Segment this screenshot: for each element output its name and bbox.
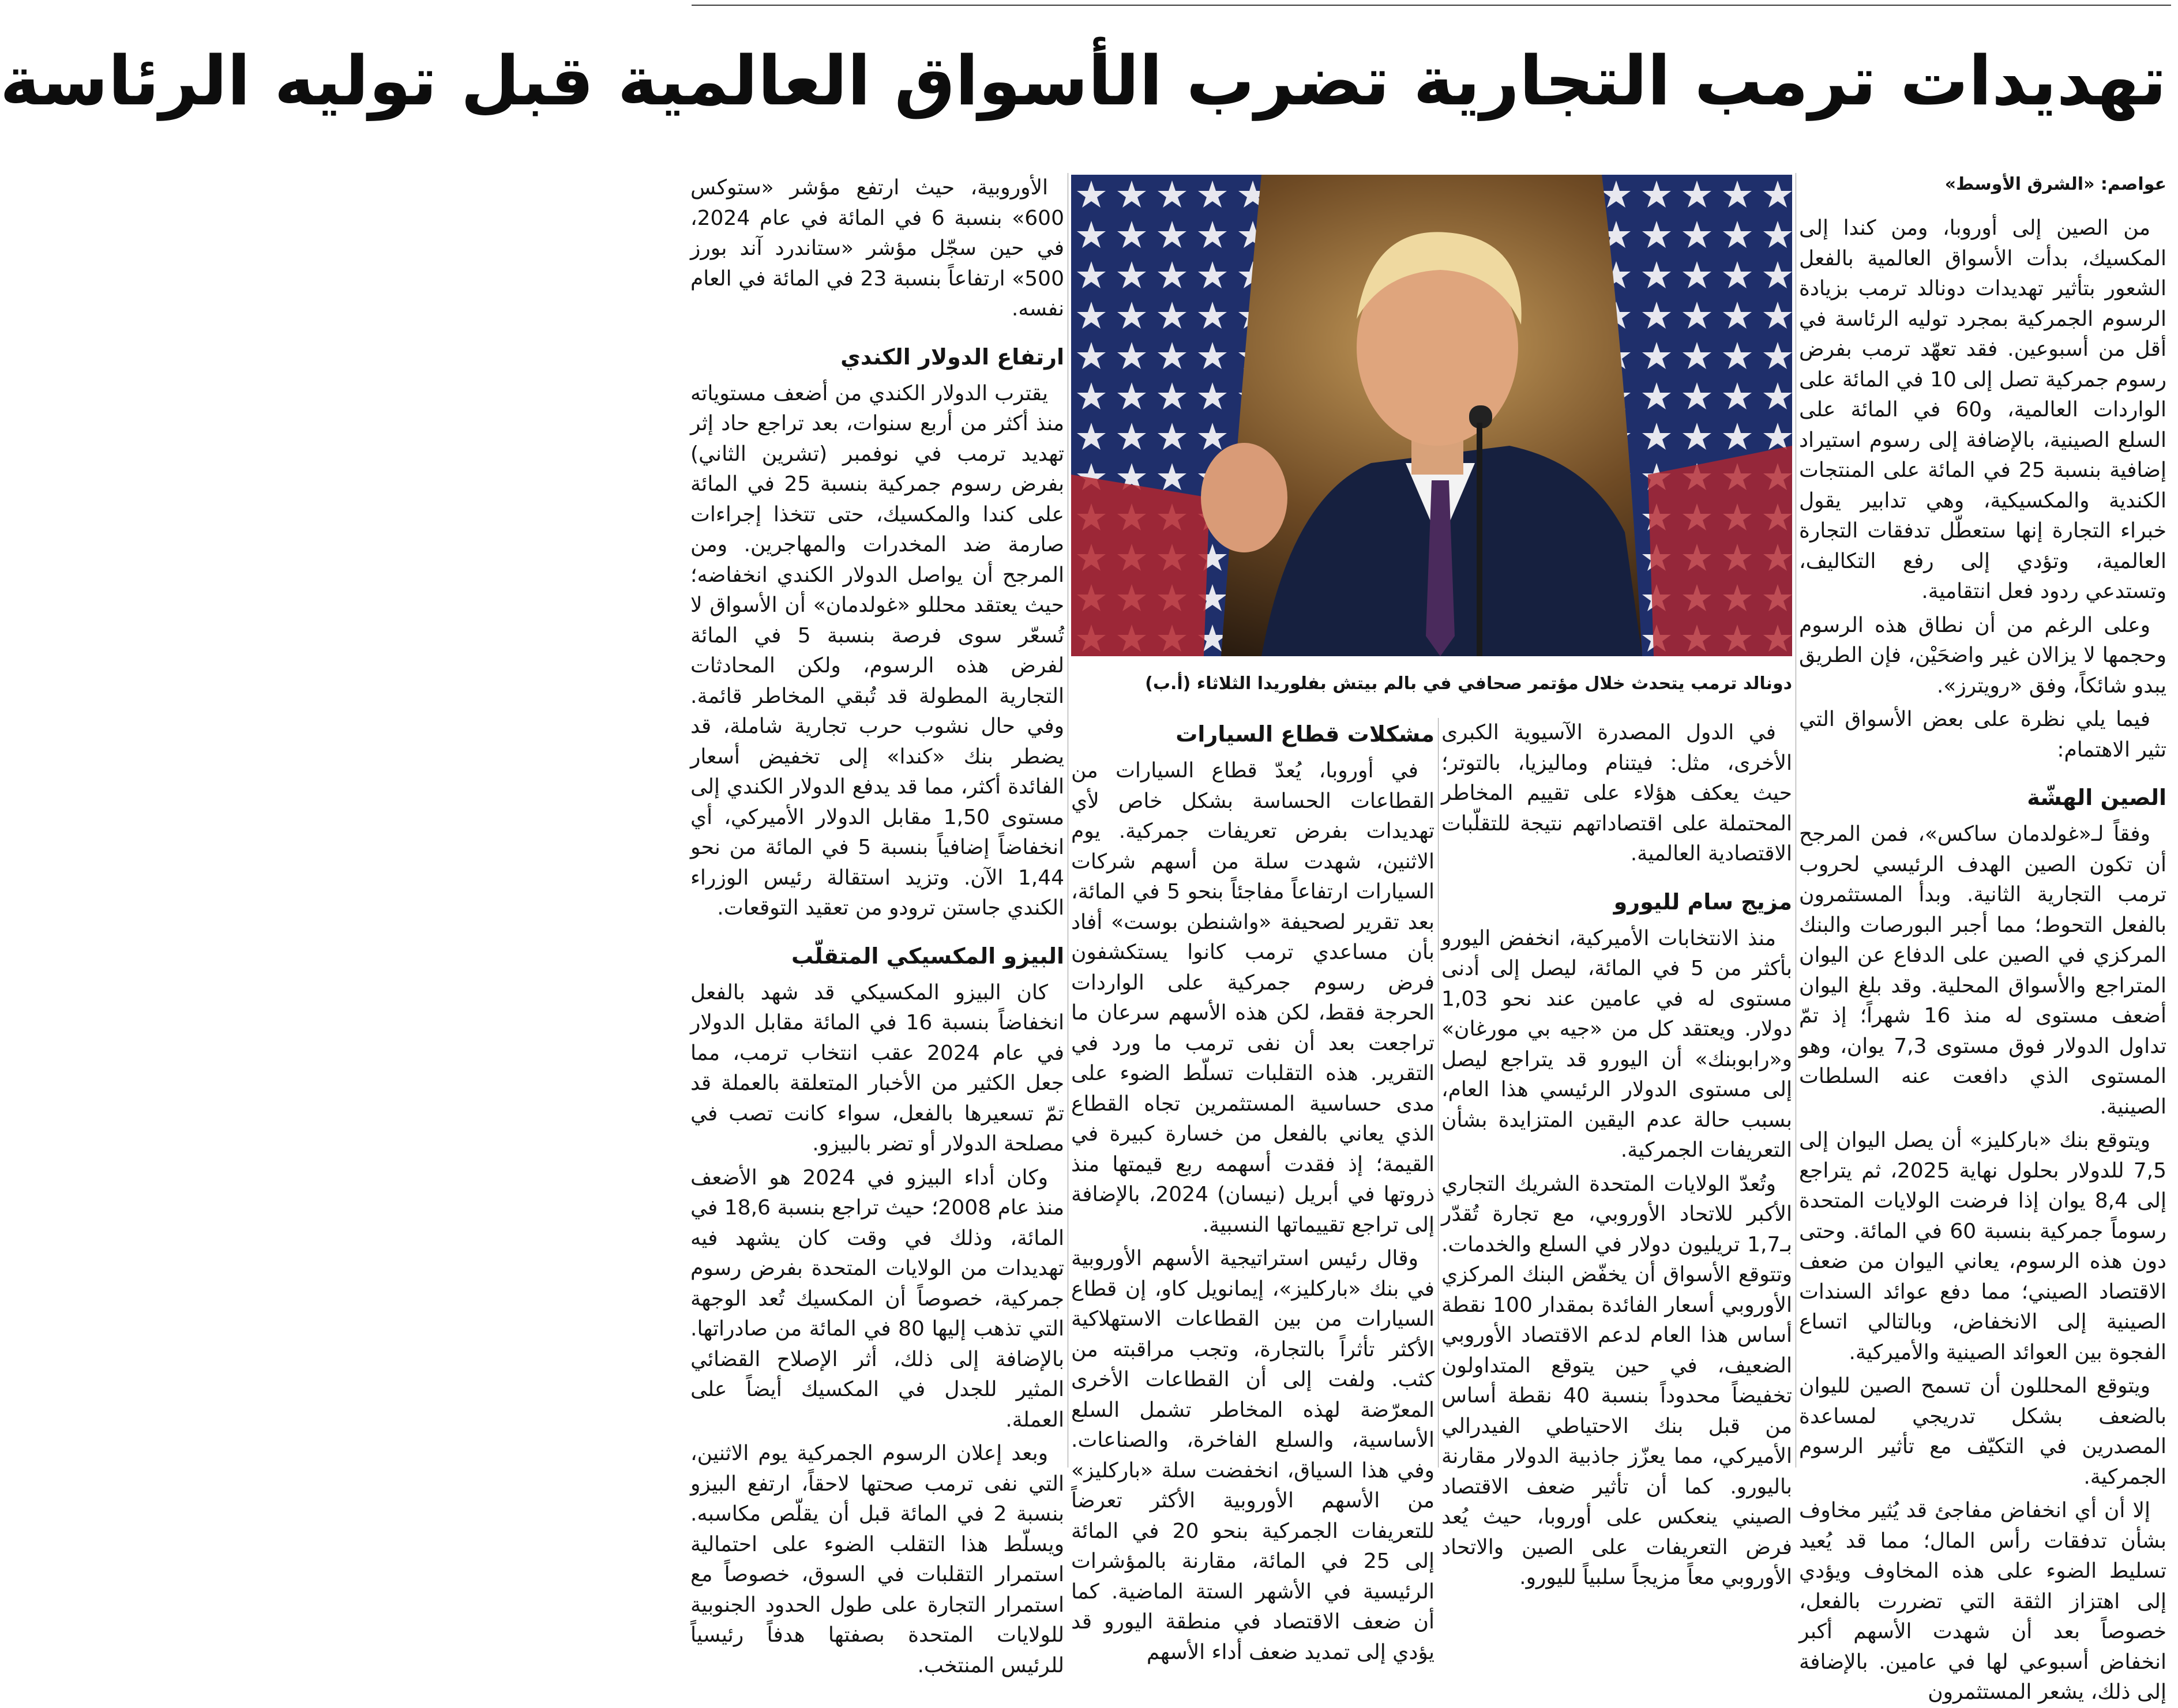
photo-caption: دونالد ترمب يتحدث خلال مؤتمر صحافي في بالم بيتش بفلوريدا الثلاثاء (أ.ب)	[1145, 674, 1792, 694]
subheading-euro: مزيج سام لليورو	[1613, 889, 1792, 915]
paragraph: وقال رئيس استراتيجية الأسهم الأوروبية في بنك «باركليز»، إيمانويل كاو، إن قطاع السيارات من بين القطاعات الاستهلاكية الأكثر تأثراً بالتجارة، وتجب مراقبته من كثب. ولفت إلى أن القطاعات الأخرى المعرّضة لهذه المخاطر تشمل السلع الأساسية، والسلع الفاخرة، والصناعات. وفي هذا السياق، انخفضت سلة «باركليز» من الأسهم الأوروبية الأكثر تعرضاً للتعريفات الجمركية بنحو 20 في المائة إلى 25 في المائة، مقارنة بالمؤشرات الرئيسية في الأشهر الستة الماضية. كما أن ضعف الاقتصاد في منطقة اليورو قد يؤدي إلى تمديد ضعف أداء الأسهم	[1071, 1247, 1435, 1664]
paragraph: في الدول المصدرة الآسيوية الكبرى الأخرى، مثل: فيتنام وماليزيا، بالتوتر؛ حيث يعكف هؤلاء على تقييم المخاطر المحتملة على اقتصاداتهم نتيجة للتقلّبات الاقتصادية العالمية.	[1441, 721, 1792, 866]
paragraph: وبعد إعلان الرسوم الجمركية يوم الاثنين، التي نفى ترمب صحتها لاحقاً، ارتفع البيزو بنسبة 2 في المائة قبل أن يقلّص مكاسبه. ويسلّط هذا التقلب الضوء على احتمالية استمرار التقلبات في السوق، خصوصاً مع استمرار التجارة على طول الحدود الجنوبية للولايات المتحدة بصفتها هدفاً رئيسياً للرئيس المنتخب.	[690, 1442, 1064, 1677]
paragraph: وتُعدّ الولايات المتحدة الشريك التجاري الأكبر للاتحاد الأوروبي، مع تجارة تُقدّر بـ1,7 تريليون دولار في السلع والخدمات. وتتوقع الأسواق أن يخفّض البنك المركزي الأوروبي أسعار الفائدة بمقدار 100 نقطة أساس هذا العام لدعم الاقتصاد الأوروبي الضعيف، في حين يتوقع المتداولون تخفيضاً محدوداً بنسبة 40 نقطة أساس من قبل بنك الاحتياطي الفيدرالي الأميركي، مما يعزّز جاذبية الدولار مقارنة باليورو. كما أن تأثير ضعف الاقتصاد الصيني ينعكس على أوروبا، حيث يُعد فرض التعريفات على الصين والاتحاد الأوروبي معاً مزيجاً سلبياً لليورو.	[1441, 1172, 1792, 1589]
article-column-4	[690, 173, 1065, 1677]
paragraph: ويتوقع المحللون أن تسمح الصين لليوان بالضعف بشكل تدريجي لمساعدة المصدرين في التكيّف مع تأثير الرسوم الجمركية.	[1799, 1374, 2166, 1489]
article-column-1	[1799, 173, 2167, 1704]
subheading-china: الصين الهشّة	[2027, 785, 2166, 810]
paragraph: إلا أن أي انخفاض مفاجئ قد يُثير مخاوف بشأن تدفقات رأس المال؛ مما قد يُعيد تسليط الضوء على هذه المخاوف ويؤدي إلى اهتزاز الثقة التي تضررت بالفعل، خصوصاً بعد أن شهدت الأسهم أكبر انخفاض أسبوعي لها في عامين. بالإضافة إلى ذلك، يشعر المستثمرون	[1799, 1499, 2166, 1704]
paragraph: وكان أداء البيزو في 2024 هو الأضعف منذ عام 2008؛ حيث تراجع بنسبة 18,6 في المائة، وذلك في وقت كان يشهد فيه تهديدات من الولايات المتحدة بفرض رسوم جمركية، خصوصاً أن المكسيك تُعد الوجهة التي تذهب إليها 80 في المائة من صادراتها. بالإضافة إلى ذلك، أثر الإصلاح القضائي المثير للجدل في المكسيك أيضاً على العملة.	[690, 1165, 1064, 1432]
paragraph: وعلى الرغم من أن نطاق هذه الرسوم وحجمها لا يزالان غير واضحَيْن، فإن الطريق يبدو شائكاً، وفق «رويترز».	[1799, 613, 2166, 698]
paragraph: الأوروبية، حيث ارتفع مؤشر «ستوكس 600» بنسبة 6 في المائة في عام 2024، في حين سجّل مؤشر «ستاندرد آند بورز 500» ارتفاعاً بنسبة 23 في المائة في العام نفسه.	[690, 176, 1064, 321]
article-column-2	[1441, 718, 1792, 1589]
paragraph: منذ الانتخابات الأميركية، انخفض اليورو بأكثر من 5 في المائة، ليصل إلى أدنى مستوى له في عامين عند نحو 1,03 دولار. ويعتقد كل من «جيه بي مورغان» و«رابوبنك» أن اليورو قد يتراجع ليصل إلى مستوى الدولار الرئيسي هذا العام، بسبب حالة عدم اليقين المتزايدة بشأن التعريفات الجمركية.	[1441, 926, 1792, 1162]
photo-illustration	[1071, 175, 1792, 656]
paragraph: فيما يلي نظرة على بعض الأسواق التي تثير الاهتمام:	[1799, 708, 2166, 762]
news-photo	[1071, 175, 1792, 656]
paragraph: كان البيزو المكسيكي قد شهد بالفعل انخفاضاً بنسبة 16 في المائة مقابل الدولار في عام 2024 عقب انتخاب ترمب، مما جعل الكثير من الأخبار المتعلقة بالعملة قد تمّ تسعيرها بالفعل، سواء كانت تصب في مصلحة الدولار أو تضر بالبيزو.	[690, 980, 1065, 1156]
dateline: عواصم: «الشرق الأوسط»	[1944, 174, 2166, 194]
subheading-mexican-peso: البيزو المكسيكي المتقلّب	[791, 943, 1064, 969]
column-divider	[1438, 718, 1439, 1468]
top-rule	[692, 5, 2171, 6]
paragraph: وفقاً لـ«غولدمان ساكس»، فمن المرجح أن تكون الصين الهدف الرئيسي لحروب ترمب التجارية الثانية. وبدأ المستثمرون بالفعل التحوط؛ مما أجبر البورصات والبنك المركزي في الصين على الدفاع عن اليوان المتراجع والأسواق المحلية. وقد بلغ اليوان أضعف مستوى له منذ 16 شهراً؛ إذ تمّ تداول الدولار فوق مستوى 7,3 يوان، وهو المستوى الذي دافعت عنه السلطات الصينية.	[1799, 822, 2166, 1119]
paragraph: من الصين إلى أوروبا، ومن كندا إلى المكسيك، بدأت الأسواق العالمية بالفعل الشعور بتأثير تهديدات دونالد ترمب بزيادة الرسوم الجمركية بمجرد توليه الرئاسة في أقل من أسبوعين. فقد تعهّد ترمب بفرض رسوم جمركية تصل إلى 10 في المائة على الواردات العالمية، و60 في المائة على السلع الصينية، بالإضافة إلى رسوم استيراد إضافية بنسبة 25 في المائة على المنتجات الكندية والمكسيكية، وهي تدابير يقول خبراء التجارة إنها ستعطّل تدفقات التجارة العالمية، وتؤدي إلى رفع التكاليف، وتستدعي ردود فعل انتقامية.	[1799, 216, 2166, 603]
subheading-canadian-dollar: ارتفاع الدولار الكندي	[840, 344, 1064, 370]
paragraph: ويتوقع بنك «باركليز» أن يصل اليوان إلى 7,5 للدولار بحلول نهاية 2025، ثم يتراجع إلى 8,4 يوان إذا فرضت الولايات المتحدة رسوماً جمركية بنسبة 60 في المائة. وحتى دون هذه الرسوم، يعاني اليوان من ضعف الاقتصاد الصيني؛ مما دفع عوائد السندات الصينية إلى الانخفاض، وبالتالي اتساع الفجوة بين العوائد الصينية والأميركية.	[1799, 1128, 2167, 1364]
headline: تهديدات ترمب التجارية تضرب الأسواق العالمية قبل توليه الرئاسة	[0, 41, 2166, 121]
article-column-3	[1071, 718, 1435, 1664]
subheading-autos: مشكلات قطاع السيارات	[1176, 721, 1435, 747]
paragraph: يقترب الدولار الكندي من أضعف مستوياته منذ أكثر من أربع سنوات، بعد تراجع حاد إثر تهديد ترمب في نوفمبر (تشرين الثاني) بفرض رسوم جمركية بنسبة 25 في المائة على كندا والمكسيك، حتى تتخذا إجراءات صارمة ضد المخدرات والمهاجرين. ومن المرجح أن يواصل الدولار الكندي انخفاضه؛ حيث يعتقد محللو «غولدمان» أن الأسواق لا تُسعّر سوى فرصة بنسبة 5 في المائة لفرض هذه الرسوم، ولكن المحادثات التجارية المطولة قد تُبقي المخاطر قائمة. وفي حال نشوب حرب تجارية شاملة، قد يضطر بنك «كندا» إلى تخفيض أسعار الفائدة أكثر، مما قد يدفع الدولار الكندي إلى مستوى 1,50 مقابل الدولار الأميركي، أي انخفاضاً إضافياً بنسبة 5 في المائة من نحو 1,44 الآن. وتزيد استقالة رئيس الوزراء الكندي جاستن ترودو من تعقيد التوقعات.	[690, 381, 1064, 920]
paragraph: في أوروبا، يُعدّ قطاع السيارات من القطاعات الحساسة بشكل خاص لأي تهديدات بفرض تعريفات جمركية. يوم الاثنين، شهدت سلة من أسهم شركات السيارات ارتفاعاً مفاجئاً بنحو 5 في المائة، بعد تقرير لصحيفة «واشنطن بوست» أفاد بأن مساعدي ترمب كانوا يستكشفون فرض رسوم جمركية على الواردات الحرجة فقط، لكن هذه الأسهم سرعان ما تراجعت بعد أن نفى ترمب ما ورد في التقرير. هذه التقلبات تسلّط الضوء على مدى حساسية المستثمرين تجاه القطاع الذي يعاني بالفعل من خسارة كبيرة في القيمة؛ إذ فقدت أسهمه ربع قيمتها منذ ذروتها في أبريل (نيسان) 2024، بالإضافة إلى تراجع تقييماتها النسبية.	[1071, 759, 1435, 1237]
